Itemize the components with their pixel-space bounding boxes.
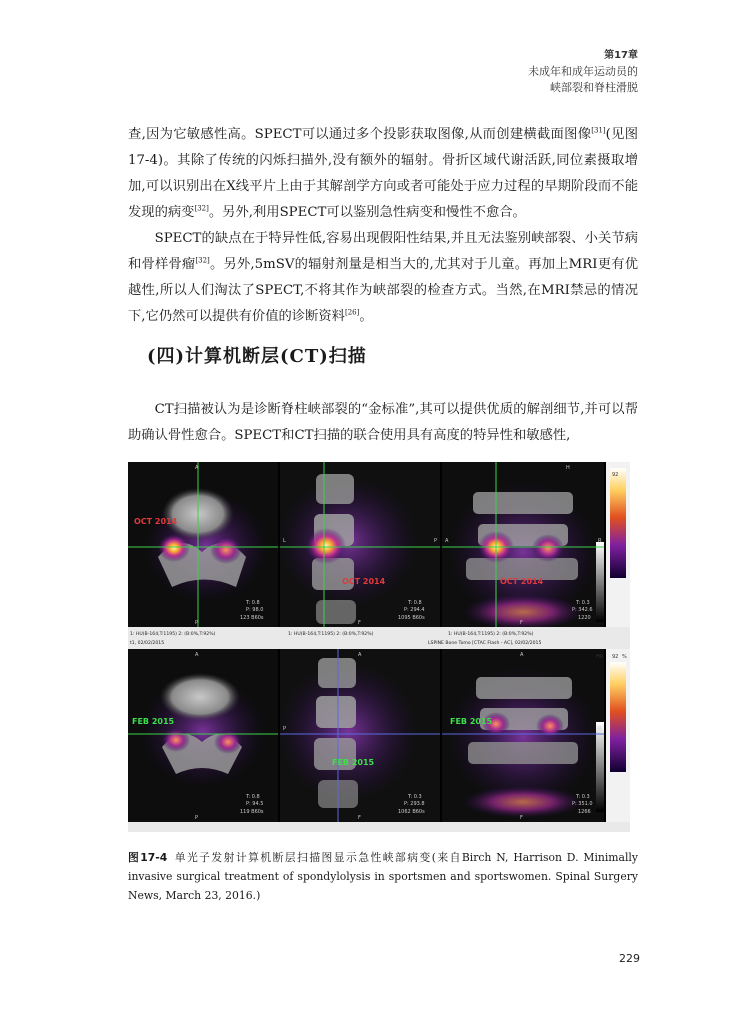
orientation-label: P — [195, 620, 199, 626]
chapter-title-line2: 峡部裂和脊柱滑脱 — [550, 81, 638, 94]
section-title: (四)计算机断层(CT)扫描 — [147, 346, 367, 367]
orientation-label: H — [566, 465, 570, 471]
orientation-label: R — [598, 538, 602, 544]
text-run: 查,因为它敏感性高。SPECT可以通过多个投影获取图像,从而创建横截面图像 — [128, 127, 592, 142]
orientation-label: A — [195, 465, 199, 471]
citation: [32] — [195, 256, 210, 265]
chapter-number: 第17章 — [604, 50, 638, 61]
svg-text:123 B60s: 123 B60s — [240, 615, 264, 621]
svg-text:1: HU(B-164,T:1195) 2: (B:0%: 1: HU(B-164,T:1195) 2: (B:0%,T:92%) — [448, 632, 534, 637]
paragraph-spect-advantages — [128, 122, 638, 226]
svg-text:t1, 02/02/2015: t1, 02/02/2015 — [130, 641, 165, 646]
text-run: SPECT的缺点在于特异性低,容易出现假阳性结果,并且无法鉴别峡部裂、小关节病和骨样骨瘤 — [128, 231, 638, 272]
orientation-label: A — [520, 652, 524, 658]
svg-text:P: 342.6: P: 342.6 — [572, 607, 593, 613]
orientation-label: F — [358, 815, 361, 821]
svg-text:1062 B60s: 1062 B60s — [398, 809, 425, 815]
running-header — [528, 48, 638, 96]
svg-text:P: 293.8: P: 293.8 — [404, 801, 425, 807]
svg-text:1: HU(B-164,T:1195) 2: (B:0%: 1: HU(B-164,T:1195) 2: (B:0%,T:92%) — [288, 632, 374, 637]
scale-max-top: 92 — [612, 472, 619, 478]
svg-text:T: 0.3: T: 0.3 — [408, 794, 422, 800]
text-run: 。 — [359, 309, 373, 324]
date-label-bottom-coronal: FEB 2015 — [450, 717, 493, 726]
caption-text: 单光子发射计算机断层扫描图显示急性峡部病变(来自Birch N, Harrison D. Minimally invasive surgical treatment of spondylolysis in sportsmen and sportswomen. Spinal Surgery News, March 23, 2016.) — [128, 851, 638, 902]
svg-text:119 B60s: 119 B60s — [240, 809, 264, 815]
spect-ct-figure — [128, 462, 630, 832]
page-number: 229 — [619, 952, 640, 965]
svg-text:P: 294.4: P: 294.4 — [404, 607, 425, 613]
svg-text:1266: 1266 — [578, 809, 591, 815]
svg-text:LSPINE Bone Tomo [CTAC Flash -: LSPINE Bone Tomo [CTAC Flash - AC], 02/02/2015 — [428, 641, 542, 646]
orientation-label: A — [195, 652, 199, 658]
scale-unit-bottom: % — [622, 654, 627, 660]
date-label-top-coronal: OCT 2014 — [500, 577, 544, 586]
figure-caption — [128, 848, 638, 905]
orientation-label: A — [445, 538, 449, 544]
text-run: 。另外,5mSV的辐射剂量是相当大的,尤其对于儿童。再加上MRI更有优越性,所以人们淘汰了SPECT,不将其作为峡部裂的检查方式。当然,在MRI禁忌的情况下,它仍然可以提供有价值的诊断资料 — [128, 257, 638, 324]
svg-text:P: 98.0: P: 98.0 — [246, 607, 264, 613]
paragraph-spect-disadvantages — [128, 226, 638, 330]
date-label-bottom-axial: FEB 2015 — [132, 717, 175, 726]
orientation-label: F — [520, 815, 523, 821]
svg-text:1095 B60s: 1095 B60s — [398, 615, 425, 621]
svg-text:P: 351.0: P: 351.0 — [572, 801, 593, 807]
svg-text:T: 0.3: T: 0.3 — [576, 600, 590, 606]
scale-label-hu: HU — [596, 654, 604, 660]
scale-max-bottom: 92 — [612, 654, 619, 660]
citation: [31] — [591, 126, 606, 135]
orientation-label: R — [598, 726, 602, 732]
orientation-label: L — [283, 538, 286, 544]
date-label-bottom-sagittal: FEB 2015 — [332, 758, 375, 767]
orientation-label: P — [434, 538, 438, 544]
caption-label: 图17-4 — [128, 851, 168, 864]
text-run: 。另外,利用SPECT可以鉴别急性病变和慢性不愈合。 — [208, 205, 526, 220]
svg-text:T: 0.3: T: 0.3 — [576, 794, 590, 800]
info-bar — [128, 627, 630, 649]
svg-text:1: HU(B-164,T:1195) 2: (B:0%: 1: HU(B-164,T:1195) 2: (B:0%,T:92%) — [130, 632, 216, 637]
svg-text:T: 0.8: T: 0.8 — [246, 794, 260, 800]
citation: [32] — [194, 204, 209, 213]
svg-text:1220: 1220 — [578, 615, 591, 621]
svg-text:T: 0.8: T: 0.8 — [408, 600, 422, 606]
text-run: (见图17-4)。其除了传统的闪烁扫描外,没有额外的辐射。骨折区域代谢活跃,同位素摄取增加,可以识别出在X线平片上由于其解剖学方向或者可能处于应力过程的早期阶段而不能发现的病变 — [128, 127, 638, 220]
date-label-top-axial: OCT 2014 — [134, 517, 178, 526]
svg-text:P: 94.5: P: 94.5 — [246, 801, 264, 807]
paragraph-ct — [128, 397, 638, 449]
orientation-label: P — [283, 726, 287, 732]
orientation-label: F — [520, 620, 523, 626]
orientation-label: P — [195, 815, 199, 821]
text-run: CT扫描被认为是诊断脊柱峡部裂的“金标准”,其可以提供优质的解剖细节,并可以帮助确认骨性愈合。SPECT和CT扫描的联合使用具有高度的特异性和敏感性, — [128, 402, 638, 443]
citation: [26] — [344, 308, 360, 317]
orientation-label: F — [358, 620, 361, 626]
orientation-label: A — [358, 652, 362, 658]
svg-text:T: 0.8: T: 0.8 — [246, 600, 260, 606]
date-label-top-sagittal: OCT 2014 — [342, 577, 386, 586]
chapter-title-line1: 未成年和成年运动员的 — [528, 65, 638, 78]
figure-image — [128, 462, 630, 832]
